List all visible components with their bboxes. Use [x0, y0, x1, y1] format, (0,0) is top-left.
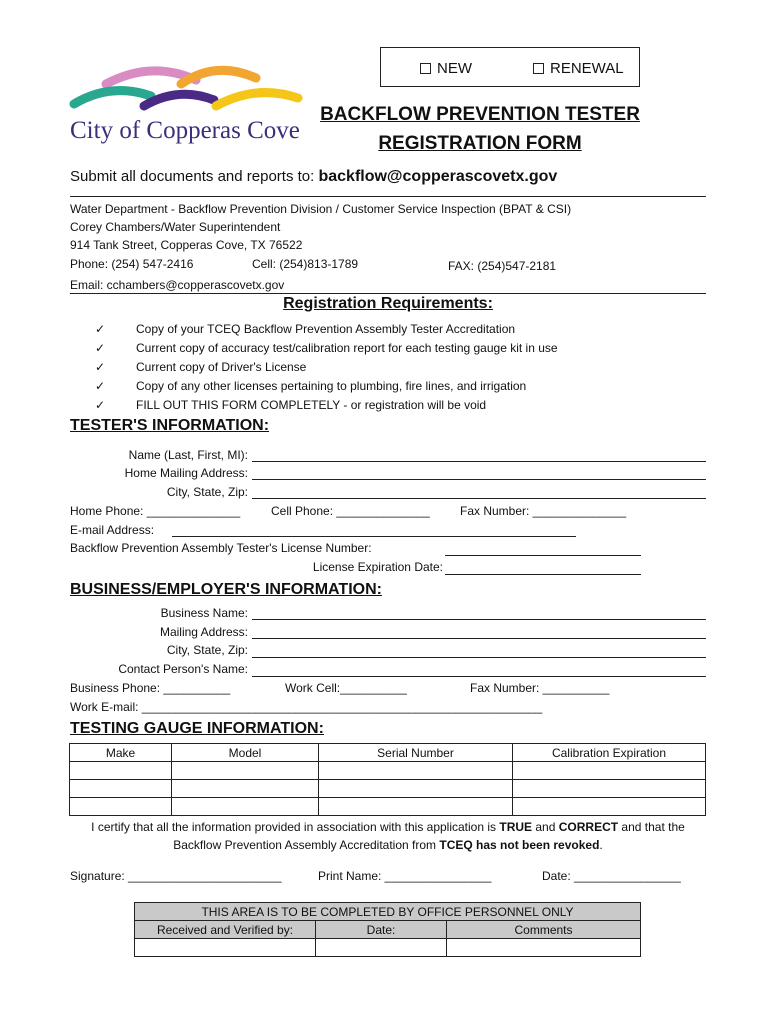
- new-checkbox[interactable]: [420, 60, 472, 77]
- list-item: [95, 377, 558, 396]
- table-cell[interactable]: [316, 939, 447, 957]
- tester-mailing-label: Home Mailing Address:: [124, 466, 248, 480]
- table-row: [70, 744, 706, 762]
- requirement-text: FILL OUT THIS FORM COMPLETELY - or registration will be void: [136, 398, 487, 412]
- divider: [70, 293, 706, 294]
- tester-license-field[interactable]: [445, 555, 641, 556]
- list-item: [95, 339, 558, 358]
- column-header: Date:: [316, 921, 447, 939]
- requirement-text: Current copy of accuracy test/calibration report for each testing gauge kit in use: [136, 341, 558, 355]
- business-csz-field[interactable]: [252, 657, 706, 658]
- checkmark-icon: ✓: [95, 360, 106, 374]
- table-row: [135, 921, 641, 939]
- tester-license-label: Backflow Prevention Assembly Tester's License Number:: [70, 541, 372, 555]
- cert-text: and: [532, 820, 559, 834]
- table-cell[interactable]: [172, 762, 319, 780]
- checkmark-icon: ✓: [95, 398, 106, 412]
- certification-line1: [70, 818, 706, 836]
- contact-fax: FAX: (254)547-2181: [448, 259, 557, 273]
- form-title-line1: BACKFLOW PREVENTION TESTER: [320, 104, 640, 125]
- cert-tceq: TCEQ has not been revoked: [439, 838, 600, 852]
- table-cell[interactable]: [70, 780, 172, 798]
- requirements-list: [95, 320, 558, 415]
- column-header: Comments: [447, 921, 641, 939]
- table-row: [135, 903, 641, 921]
- gauge-heading: TESTING GAUGE INFORMATION:: [70, 720, 324, 737]
- divider: [70, 196, 706, 197]
- submit-prefix: Submit all documents and reports to:: [70, 168, 315, 185]
- column-header: Calibration Expiration: [513, 744, 706, 762]
- new-label: NEW: [437, 60, 472, 77]
- contact-email: Email: cchambers@copperascovetx.gov: [70, 278, 285, 292]
- tester-expiration-label: License Expiration Date:: [312, 560, 443, 574]
- requirement-text: Current copy of Driver's License: [136, 360, 307, 374]
- cert-text: and that the: [618, 820, 685, 834]
- office-table: [134, 902, 641, 957]
- contact-cell: Cell: (254)813-1789: [252, 257, 359, 271]
- tester-name-label: Name (Last, First, MI):: [128, 448, 248, 462]
- form-title-line2: REGISTRATION FORM: [378, 133, 582, 154]
- print-name-field[interactable]: Print Name: ________________: [318, 869, 492, 883]
- checkbox-square-icon: [533, 63, 544, 74]
- requirement-text: Copy of any other licenses pertaining to plumbing, fire lines, and irrigation: [136, 379, 527, 393]
- business-contact-field[interactable]: [252, 676, 706, 677]
- table-cell[interactable]: [319, 798, 513, 816]
- table-row: [70, 798, 706, 816]
- submit-email-link[interactable]: backflow@copperascovetx.gov: [318, 168, 558, 185]
- tester-name-field[interactable]: [252, 461, 706, 462]
- requirement-text: Copy of your TCEQ Backflow Prevention Assembly Tester Accreditation: [136, 322, 516, 336]
- checkbox-square-icon: [420, 63, 431, 74]
- business-csz-label: City, State, Zip:: [166, 643, 248, 657]
- table-cell[interactable]: [319, 780, 513, 798]
- tester-csz-label: City, State, Zip:: [166, 485, 248, 499]
- tester-cell-phone[interactable]: Cell Phone: ______________: [271, 504, 430, 518]
- column-header: Make: [70, 744, 172, 762]
- column-header: Model: [172, 744, 319, 762]
- table-row: [70, 780, 706, 798]
- list-item: [95, 320, 558, 339]
- renewal-label: RENEWAL: [550, 60, 624, 77]
- list-item: [95, 358, 558, 377]
- table-cell[interactable]: [135, 939, 316, 957]
- contact-address: 914 Tank Street, Copperas Cove, TX 76522: [70, 238, 303, 252]
- table-cell[interactable]: [513, 798, 706, 816]
- cert-text: Backflow Prevention Assembly Accreditation from: [173, 838, 440, 852]
- certification-line2: [70, 836, 706, 854]
- date-field[interactable]: Date: ________________: [542, 869, 681, 883]
- checkmark-icon: ✓: [95, 379, 106, 393]
- cert-text: I certify that all the information provided in association with this application is: [91, 820, 500, 834]
- business-contact-label: Contact Person's Name:: [118, 662, 248, 676]
- tester-mailing-field[interactable]: [252, 479, 706, 480]
- tester-heading: TESTER'S INFORMATION:: [70, 417, 270, 434]
- table-cell[interactable]: [319, 762, 513, 780]
- checkmark-icon: ✓: [95, 322, 106, 336]
- contact-name: Corey Chambers/Water Superintendent: [70, 220, 281, 234]
- renewal-checkbox[interactable]: [533, 60, 624, 77]
- tester-expiration-field[interactable]: [445, 574, 641, 575]
- business-phone[interactable]: Business Phone: __________: [70, 681, 231, 695]
- table-cell[interactable]: [172, 780, 319, 798]
- table-cell[interactable]: [513, 762, 706, 780]
- table-row: [135, 939, 641, 957]
- checkmark-icon: ✓: [95, 341, 106, 355]
- signature-field[interactable]: Signature: _______________________: [70, 869, 282, 883]
- gauge-table: [69, 743, 706, 816]
- cert-text: .: [599, 838, 603, 852]
- business-mailing-label: Mailing Address:: [159, 625, 248, 639]
- table-cell[interactable]: [172, 798, 319, 816]
- list-item: [95, 396, 558, 415]
- tester-email-field[interactable]: [172, 536, 576, 537]
- table-cell[interactable]: [447, 939, 641, 957]
- tester-csz-field[interactable]: [252, 498, 706, 499]
- logo-text: City of Copperas Cove: [70, 117, 300, 144]
- business-name-label: Business Name:: [160, 606, 248, 620]
- cert-correct: CORRECT: [558, 820, 619, 834]
- table-row: [70, 762, 706, 780]
- tester-email-label: E-mail Address:: [70, 523, 155, 537]
- tester-home-phone[interactable]: Home Phone: ______________: [70, 504, 241, 518]
- table-cell[interactable]: [513, 780, 706, 798]
- requirements-heading: [70, 295, 706, 313]
- business-mailing-field[interactable]: [252, 638, 706, 639]
- cert-true: TRUE: [499, 820, 533, 834]
- contact-dept: Water Department - Backflow Prevention Division / Customer Service Inspection (BPAT & CSI): [70, 202, 572, 216]
- table-cell[interactable]: [70, 762, 172, 780]
- tester-fax[interactable]: Fax Number: ______________: [460, 504, 627, 518]
- requirements-heading-text: Registration Requirements:: [283, 295, 493, 312]
- business-name-field[interactable]: [252, 619, 706, 620]
- column-header: Received and Verified by:: [135, 921, 316, 939]
- business-cell[interactable]: Work Cell:__________: [285, 681, 407, 695]
- office-heading: THIS AREA IS TO BE COMPLETED BY OFFICE PERSONNEL ONLY: [135, 903, 641, 921]
- business-fax[interactable]: Fax Number: __________: [470, 681, 610, 695]
- table-cell[interactable]: [70, 798, 172, 816]
- submit-instructions: [70, 168, 557, 186]
- column-header: Serial Number: [319, 744, 513, 762]
- business-heading: BUSINESS/EMPLOYER'S INFORMATION:: [70, 581, 382, 598]
- business-email[interactable]: Work E-mail: ____________________________________________________________: [70, 700, 543, 714]
- contact-phone: Phone: (254) 547-2416: [70, 257, 194, 271]
